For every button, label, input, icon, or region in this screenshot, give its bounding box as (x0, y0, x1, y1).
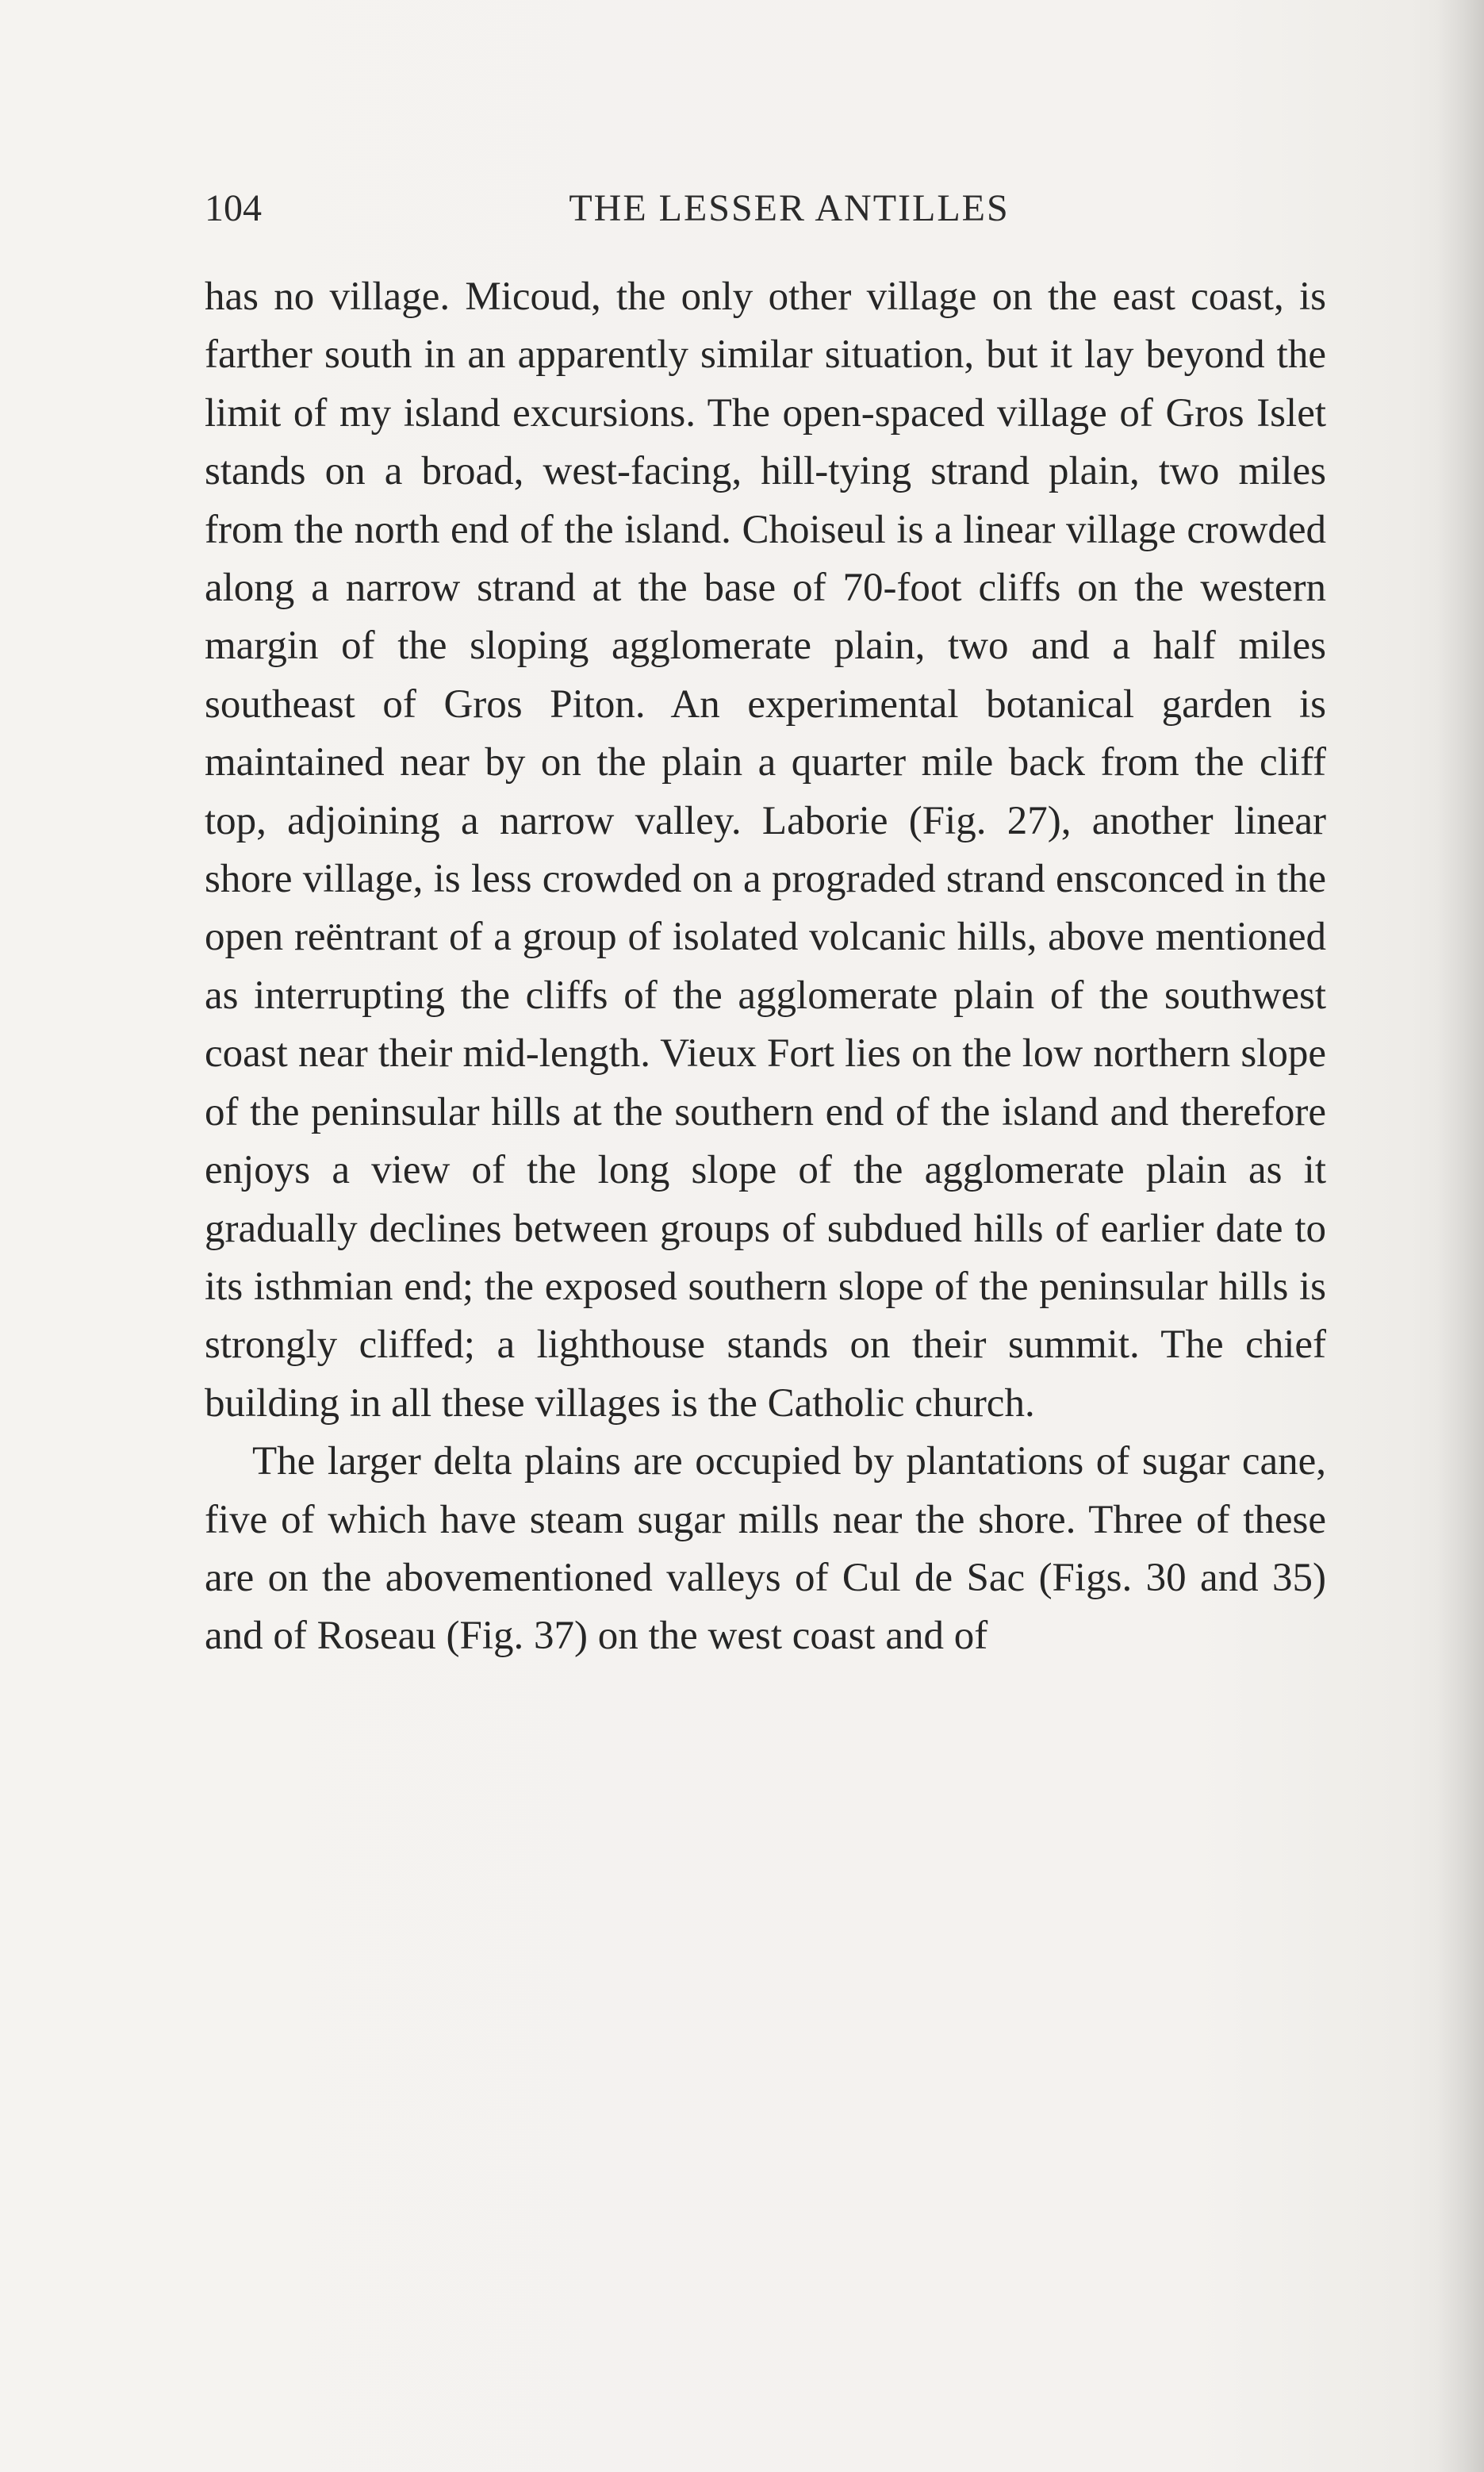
body-text (205, 268, 1326, 1666)
paragraph: The larger delta plains are occupied by plantations of sugar cane, five of which have steam sugar mills near the shore. Three of these are on the abovementioned valleys of Cul de Sac (Figs. 30 and 35) and of Roseau (Fig. 37) on the west coast and of (205, 1439, 1326, 1659)
running-head (205, 181, 1326, 236)
running-title: THE LESSER ANTILLES (569, 187, 1010, 229)
paragraph-continued: has no village. Micoud, the only other village on the east coast, is farther south in an apparently similar situation, but it lay beyond the limit of my island excursions. The open-spaced village of Gros Islet stands on a broad, west-facing, hill-tying strand plain, two miles from the north end of the island. Choiseul is a linear village crowded along a narrow strand at the base of 70-foot cliffs on the western margin of the sloping agglomerate plain, two and a half miles southeast of Gros Piton. An experimental botanical garden is maintained near by on the plain a quarter mile back from the cliff top, adjoining a narrow valley. Laborie (Fig. 27), another linear shore village, is less crowded on a prograded strand ensconced in the open reëntrant of a group of isolated volcanic hills, above mentioned as interrupting the cliffs of the agglomerate plain of the southwest coast near their mid-length. Vieux Fort lies on the low northern slope of the peninsular hills at the southern end of the island and therefore enjoys a view of the long slope of the agglomerate plain as it gradually declines between groups of subdued hills of earlier date to its isthmian end; the exposed southern slope of the peninsular hills is strongly cliffed; a lighthouse stands on their summit. The chief building in all these villages is the Catholic church. (205, 274, 1326, 1426)
page-number: 104 (205, 187, 262, 229)
page-edge-shadow (1436, 0, 1484, 2472)
